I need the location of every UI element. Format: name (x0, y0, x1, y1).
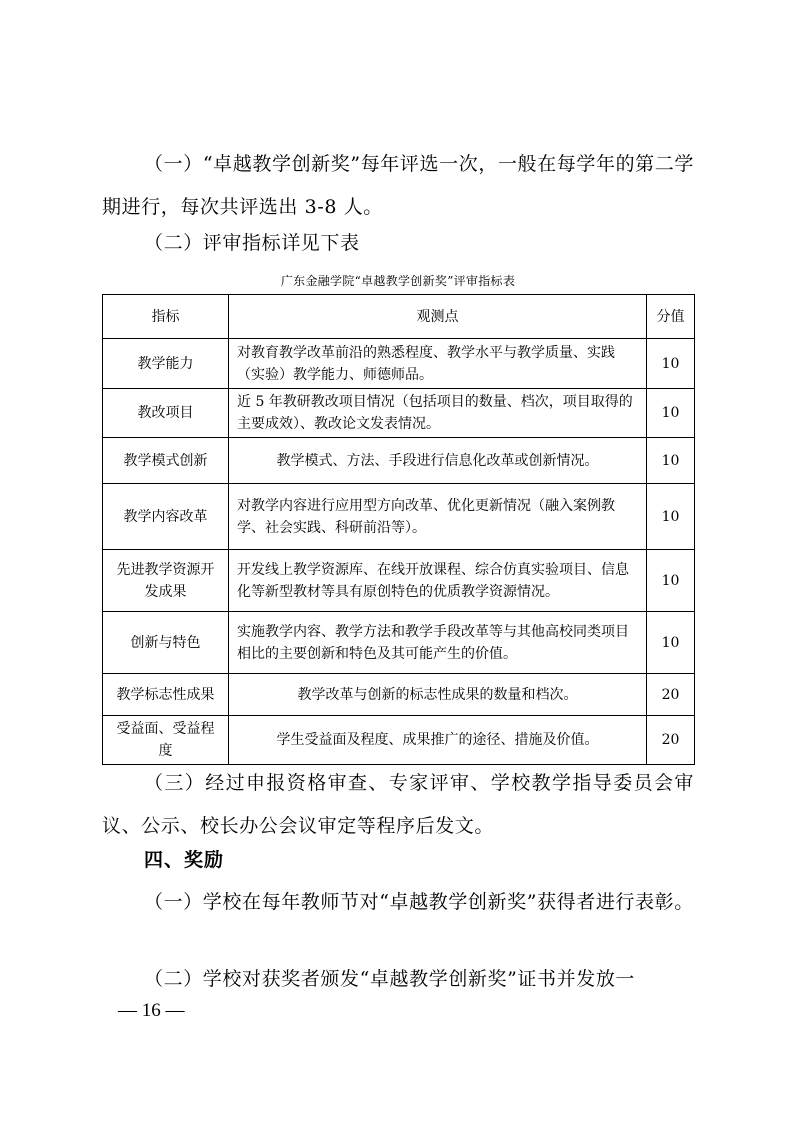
table-row (103, 484, 695, 550)
row-indicator: 教学标志性成果 (103, 674, 229, 716)
row-observation: 近 5 年教研教改项目情况（包括项目的数量、档次，项目取得的主要成效）、教改论文发表情况。 (229, 389, 647, 438)
row-score: 10 (647, 484, 695, 550)
row-observation: 对教学内容进行应用型方向改革、优化更新情况（融入案例教学、社会实践、科研前沿等）。 (229, 484, 647, 550)
paragraph-criteria-intro: （二）评审指标详见下表 (144, 232, 360, 254)
row-indicator: 教改项目 (103, 389, 229, 438)
row-indicator: 教学能力 (103, 339, 229, 389)
table-row (103, 438, 695, 484)
table-row (103, 612, 695, 674)
header-observation: 观测点 (229, 295, 647, 339)
row-observation: 教学改革与创新的标志性成果的数量和档次。 (229, 674, 647, 716)
row-indicator: 教学内容改革 (103, 484, 229, 550)
page-number: — 16 — (118, 1000, 185, 1021)
table-header-row (103, 295, 695, 339)
paragraph-certificate: （二）学校对获奖者颁发“卓越教学创新奖”证书并发放一 (144, 968, 636, 990)
row-observation: 开发线上教学资源库、在线开放课程、综合仿真实验项目、信息化等新型教材等具有原创特色的优质教学资源情况。 (229, 550, 647, 612)
row-indicator: 教学模式创新 (103, 438, 229, 484)
table-row (103, 389, 695, 438)
paragraph-review-process: （三）经过申报资格审查、专家评审、学校教学指导委员会审议、公示、校长办公会议审定等程序后发文。 (102, 772, 694, 837)
row-score: 10 (647, 550, 695, 612)
row-indicator: 先进教学资源开发成果 (103, 550, 229, 612)
row-observation: 教学模式、方法、手段进行信息化改革或创新情况。 (229, 438, 647, 484)
header-indicator: 指标 (103, 295, 229, 339)
row-score: 20 (647, 674, 695, 716)
row-observation: 实施教学内容、教学方法和教学手段改革等与其他高校同类项目相比的主要创新和特色及其可能产生的价值。 (229, 612, 647, 674)
section-heading-awards: 四、奖励 (144, 849, 225, 871)
row-score: 10 (647, 612, 695, 674)
paragraph-selection-frequency: （一）“卓越教学创新奖”每年评选一次，一般在每学年的第二学期进行，每次共评选出 3-8 人。 (102, 153, 694, 218)
row-score: 10 (647, 438, 695, 484)
criteria-table (102, 294, 695, 765)
table-row (103, 550, 695, 612)
paragraph-award-ceremony: （一）学校在每年教师节对“卓越教学创新奖”获得者进行表彰。 (144, 891, 694, 913)
table-caption: 广东金融学院“卓越教学创新奖”评审指标表 (280, 274, 516, 288)
table-row (103, 339, 695, 389)
row-score: 20 (647, 716, 695, 765)
row-score: 10 (647, 339, 695, 389)
row-indicator: 受益面、受益程度 (103, 716, 229, 765)
header-score: 分值 (647, 295, 695, 339)
row-observation: 对教育教学改革前沿的熟悉程度、教学水平与教学质量、实践（实验）教学能力、师德师品。 (229, 339, 647, 389)
row-observation: 学生受益面及程度、成果推广的途径、措施及价值。 (229, 716, 647, 765)
row-indicator: 创新与特色 (103, 612, 229, 674)
row-score: 10 (647, 389, 695, 438)
table-row (103, 716, 695, 765)
table-row (103, 674, 695, 716)
